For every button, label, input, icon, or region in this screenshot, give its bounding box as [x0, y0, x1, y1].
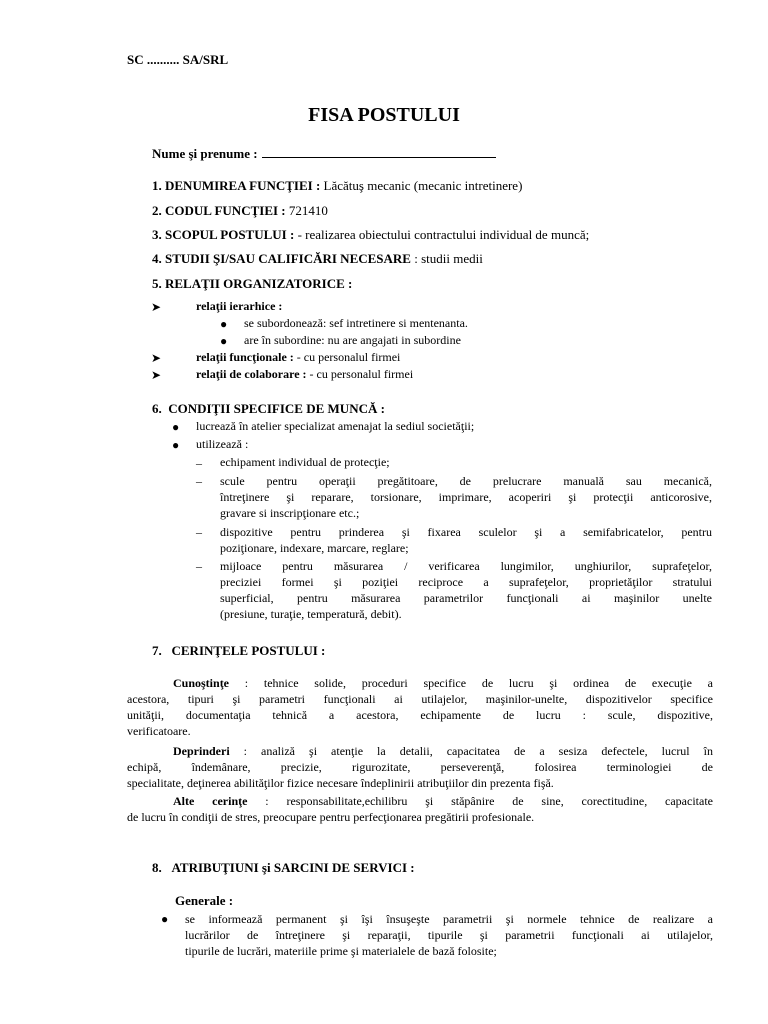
round-bullet-icon: ● — [220, 334, 228, 348]
section-3-label: 3. SCOPUL POSTULUI : — [152, 227, 295, 242]
section-4-value: : studii medii — [414, 251, 483, 266]
section-3 — [152, 227, 589, 243]
section-2 — [152, 203, 328, 219]
s7-other-line-2: de lucru în condiţii de stres, preocupare pentru perfecţionarea pregătirii profesionale. — [127, 810, 535, 824]
section-7-label: CERINŢELE POSTULUI : — [171, 643, 326, 658]
colab-relations — [196, 367, 413, 382]
s7-skills-line-1 — [127, 743, 713, 759]
hier-item-1: se subordonează: sef intretinere si mentenanta. — [244, 316, 468, 330]
section-1 — [152, 178, 522, 194]
s6-dash-item-4-line-2: preciziei formei şi poziţiei reciproce a suprafeţelor, proprietăţilor stratului — [220, 575, 712, 589]
section-5-label: 5. RELAŢII ORGANIZATORICE : — [152, 276, 353, 291]
section-8-label: ATRIBUŢIUNI şi SARCINI DE SERVICI : — [171, 860, 415, 875]
func-relations-label: relaţii funcţionale : — [196, 350, 294, 364]
s6-dash-item-2 — [220, 473, 712, 521]
s6-dash-item-4-line-3: superficial, pentru măsurarea parametrilor funcţionali ai maşinilor unelte — [220, 591, 712, 605]
s6-dash-item-4 — [220, 558, 712, 622]
s8-general-item-1 — [185, 911, 713, 959]
func-relations — [196, 350, 400, 365]
section-2-label: 2. CODUL FUNCŢIEI : — [152, 203, 286, 218]
s6-dash-item-1: echipament individual de protecţie; — [220, 455, 390, 469]
colab-relations-value: - cu personalul firmei — [309, 367, 414, 381]
section-1-value: Lăcătuş mecanic (mecanic intretinere) — [323, 178, 523, 193]
s7-knowledge-paragraph — [127, 675, 713, 739]
section-8-heading — [152, 860, 415, 876]
s7-skills-line-3: specialitate, deţinerea abilităţilor fizice necesare îndeplinirii atribuţiilor din prezenta fişă. — [127, 776, 554, 790]
func-relations-value: - cu personalul firmei — [296, 350, 401, 364]
round-bullet-icon: ● — [172, 438, 180, 452]
s7-other-text-1: : responsabilitate,echilibru şi stăpânire de sine, corectitudine, capacitate — [247, 794, 713, 808]
s7-other-paragraph — [127, 793, 713, 825]
s7-skills-label: Deprinderi — [173, 744, 230, 758]
section-7-heading — [152, 643, 325, 659]
s8-general-line-1: se informează permanent şi îşi însuşeşte parametrii şi normele tehnice de realizare a — [185, 912, 713, 926]
section-5 — [152, 276, 352, 292]
s6-dash-item-3 — [220, 524, 712, 556]
s6-dash-item-2-line-1: scule pentru operaţii pregătitoare, de prelucrare manuală sau mecanică, — [220, 474, 712, 488]
s8-general-line-2: lucrărilor de întreţinere şi reparaţii, tipurile şi parametrii funcţionali ai utilajelor, — [185, 928, 713, 942]
round-bullet-icon: ● — [172, 420, 180, 434]
s7-other-label: Alte cerinţe — [173, 794, 248, 808]
name-field-blank-line — [262, 145, 496, 158]
name-field-label: Nume şi prenume : — [152, 146, 258, 161]
section-8-number: 8. — [152, 860, 162, 875]
s7-knowledge-line-3: unităţii, documentaţia tehnică a acestora, echipamente de lucru : scule, dispozitive, — [127, 708, 713, 722]
s6-dash-item-3-line-2: poziţionare, indexare, marcare, reglare; — [220, 541, 409, 555]
s7-skills-line-2: echipă, îndemânare, precizie, rigurozitate, perseverenţă, folosirea terminologiei de — [127, 760, 713, 774]
s7-skills-text-1: : analiză şi atenţie la detalii, capacitatea de a sesiza defectele, lucrul în — [229, 744, 713, 758]
section-4-label: 4. STUDII ŞI/SAU CALIFICĂRI NECESARE — [152, 251, 411, 266]
s7-knowledge-line-1 — [127, 675, 713, 691]
section-7-number: 7. — [152, 643, 162, 658]
s6-dash-item-4-line-1: mijloace pentru măsurarea / verificarea lungimilor, unghiurilor, suprafeţelor, — [220, 559, 712, 573]
s7-knowledge-text-1: : tehnice solide, proceduri specifice de lucru şi ordinea de execuţie a — [229, 676, 713, 690]
company-header: SC .......... SA/SRL — [127, 52, 229, 67]
arrow-bullet-icon: ➤ — [151, 368, 162, 382]
section-6-number: 6. — [152, 401, 162, 416]
s6-bullet-1: lucrează în atelier specializat amenajat la sediul societăţii; — [196, 419, 475, 433]
s7-skills-paragraph — [127, 743, 713, 791]
s7-knowledge-line-4: verificatoare. — [127, 724, 191, 738]
dash-icon: – — [196, 474, 202, 488]
s6-dash-item-4-line-4: (presiune, turaţie, temperatură, debit). — [220, 607, 402, 621]
arrow-bullet-icon: ➤ — [151, 300, 162, 314]
round-bullet-icon: ● — [161, 912, 169, 926]
section-6-label: CONDIŢII SPECIFICE DE MUNCĂ : — [168, 401, 385, 416]
section-2-value: 721410 — [288, 203, 328, 218]
s7-knowledge-line-2: acestora, tipuri şi parametri funcţionali ai utilajelor, maşinilor-unelte, dispozitivelor specifice — [127, 692, 713, 706]
s8-general-line-3: tipurile de lucrări, materiile prime şi materialele de bază folosite; — [185, 944, 497, 958]
section-4 — [152, 251, 483, 267]
s7-knowledge-label: Cunoştinţe — [173, 676, 230, 690]
section-1-label: 1. DENUMIREA FUNCŢIEI : — [152, 178, 321, 193]
s6-dash-item-2-line-2: întreţinere şi reparare, torsionare, imprimare, acoperiri şi protecţii anticorosive, — [220, 490, 712, 504]
dash-icon: – — [196, 525, 202, 539]
arrow-bullet-icon: ➤ — [151, 351, 162, 365]
page-title: FISA POSTULUI — [308, 104, 460, 126]
s6-dash-item-2-line-3: gravare si inscripţionare etc.; — [220, 506, 360, 520]
hier-relations-label: relaţii ierarhice : — [196, 299, 283, 313]
s6-dash-item-3-line-1: dispozitive pentru prinderea şi fixarea sculelor şi a semifabricatelor, pentru — [220, 525, 712, 539]
section-3-value: - realizarea obiectului contractului individual de muncă; — [297, 227, 590, 242]
round-bullet-icon: ● — [220, 317, 228, 331]
colab-relations-label: relaţii de colaborare : — [196, 367, 307, 381]
dash-icon: – — [196, 559, 202, 573]
s7-other-line-1 — [127, 793, 713, 809]
dash-icon: – — [196, 456, 202, 470]
hier-item-2: are în subordine: nu are angajati in subordine — [244, 333, 461, 347]
section-6-heading — [152, 401, 385, 417]
name-field — [152, 145, 496, 162]
s6-bullet-2: utilizează : — [196, 437, 249, 451]
s8-general-label: Generale : — [175, 893, 234, 908]
